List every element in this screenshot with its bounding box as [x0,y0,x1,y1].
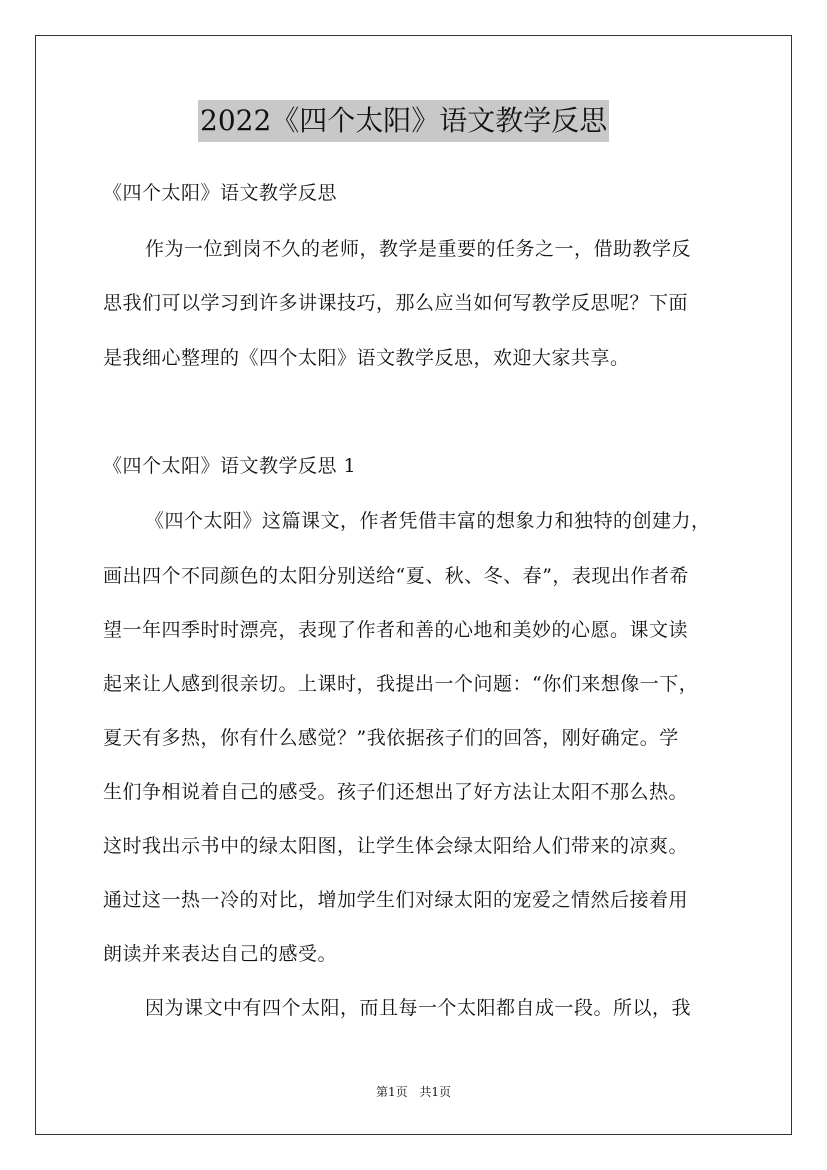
body-line: 因为课文中有四个太阳，而且每一个太阳都自成一段。所以，我 [145,997,692,1019]
body-line: 望一年四季时时漂亮，表现了作者和善的心地和美妙的心愿。课文读 [103,619,689,641]
section-heading: 《四个太阳》语文教学反思 1 [103,455,357,477]
body-line: 这时我出示书中的绿太阳图，让学生体会绿太阳给人们带来的凉爽。 [103,835,689,857]
body-line: 生们争相说着自己的感受。孩子们还想出了好方法让太阳不那么热。 [103,781,689,803]
intro-line: 作为一位到岗不久的老师，教学是重要的任务之一，借助教学反 [145,238,692,260]
document-subtitle: 《四个太阳》语文教学反思 [103,182,338,204]
body-line: 朗读并来表达自己的感受。 [103,943,338,965]
page-footer [0,1084,827,1100]
footer-total-pages: 共1页 [419,1085,452,1099]
body-line: 夏天有多热，你有什么感觉？”我依据孩子们的回答，刚好确定。学 [103,727,679,749]
intro-line: 是我细心整理的《四个太阳》语文教学反思，欢迎大家共享。 [103,347,630,369]
intro-line: 思我们可以学习到许多讲课技巧，那么应当如何写教学反思呢？下面 [103,292,689,314]
body-line: 通过这一热一冷的对比，增加学生们对绿太阳的宠爱之情然后接着用 [103,889,689,911]
body-line: 起来让人感到很亲切。上课时，我提出一个问题：“你们来想像一下， [103,673,699,695]
body-line: 画出四个不同颜色的太阳分别送给“夏、秋、冬、春”，表现出作者希 [103,565,689,587]
document-title: 2022《四个太阳》语文教学反思 [198,100,609,142]
body-line: 《四个太阳》这篇课文，作者凭借丰富的想象力和独特的创建力， [145,510,711,532]
footer-page-number: 第1页 [375,1085,408,1099]
